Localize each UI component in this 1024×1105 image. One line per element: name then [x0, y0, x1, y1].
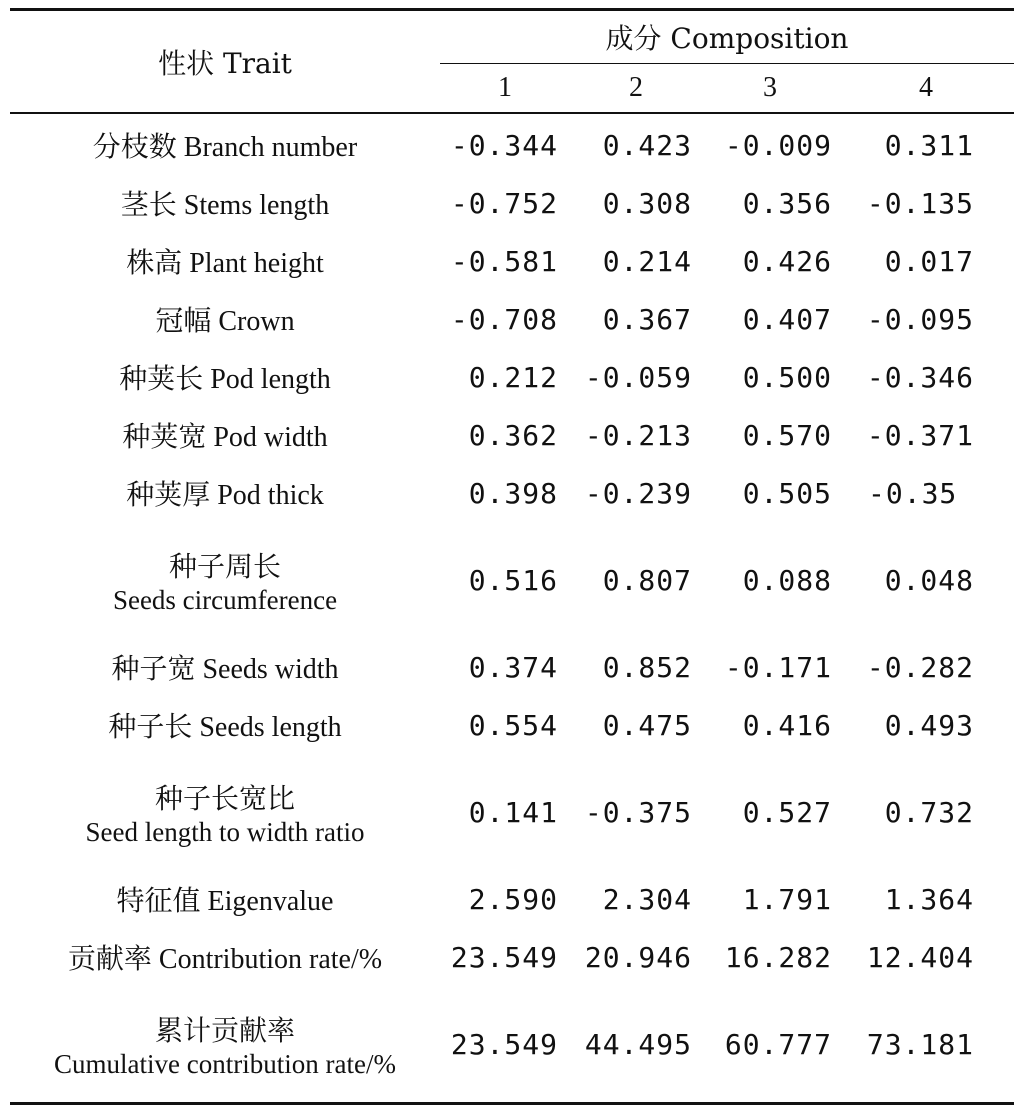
value-cell-component-4: -0.282 [866, 650, 974, 684]
table-row [10, 464, 1014, 522]
trait-label-line2: Cumulative contribution rate/% [54, 1048, 396, 1079]
trait-label-line2: Seed length to width ratio [85, 816, 365, 847]
trait-label: 分枝数 Branch number [92, 132, 358, 163]
trait-cell [10, 348, 440, 406]
value-cell-component-2: 20.946 [584, 940, 692, 974]
pca-loadings-table [10, 8, 1014, 1105]
value-cell-component-3: 0.407 [742, 302, 832, 336]
value-cell-component-2: 0.214 [602, 244, 692, 278]
value-cell-component-4: 0.311 [884, 128, 974, 162]
table-row [10, 174, 1014, 232]
value-cell-component-1: 23.549 [440, 986, 570, 1104]
value-cell-component-1: -0.752 [450, 186, 558, 220]
value-cell-component-2: 0.807 [602, 563, 692, 597]
value-cell-component-3: 0.505 [742, 476, 832, 510]
table-row [10, 870, 1014, 928]
trait-cell [10, 232, 440, 290]
trait-label: 种子周长 [168, 551, 281, 583]
trait-label: 种子长宽比 [154, 783, 295, 815]
value-cell-component-1: -0.581 [450, 244, 558, 278]
value-cell-component-4: 0.048 [884, 563, 974, 597]
table-row [10, 522, 1014, 638]
value-cell-component-1: -0.344 [450, 128, 558, 162]
trait-label: 株高 Plant height [126, 248, 324, 279]
component-header-2: 2 [570, 64, 702, 114]
trait-cell [10, 290, 440, 348]
value-cell-component-3: 0.356 [742, 186, 832, 220]
trait-label: 贡献率 Contribution rate/% [67, 944, 383, 975]
trait-label: 特征值 Eigenvalue [116, 886, 334, 917]
trait-column-header: 性状 Trait [10, 10, 440, 114]
value-cell-component-3: -0.009 [724, 128, 832, 162]
value-cell-component-4: 1.364 [884, 882, 974, 916]
value-cell-component-3: 16.282 [724, 940, 832, 974]
value-cell-component-2: -0.213 [584, 418, 692, 452]
trait-label: 种子宽 Seeds width [111, 654, 339, 685]
table-row [10, 754, 1014, 870]
component-header-1: 1 [440, 64, 570, 114]
value-cell-component-4: 73.181 [838, 986, 1014, 1104]
value-cell-component-4: 0.732 [884, 795, 974, 829]
value-cell-component-1: 0.374 [468, 650, 558, 684]
value-cell-component-4: -0.135 [866, 186, 974, 220]
table-row [10, 113, 1014, 174]
value-cell-component-1: 2.590 [468, 882, 558, 916]
value-cell-component-2: 44.495 [570, 986, 702, 1104]
value-cell-component-4: -0.371 [866, 418, 974, 452]
table-row [10, 986, 1014, 1104]
trait-label: 茎长 Stems length [120, 190, 330, 221]
table-body [10, 113, 1014, 1104]
trait-cell [10, 986, 440, 1104]
value-cell-component-3: 0.500 [742, 360, 832, 394]
value-cell-component-4: 0.017 [884, 244, 974, 278]
trait-cell [10, 113, 440, 174]
trait-label: 冠幅 Crown [155, 306, 295, 337]
trait-cell [10, 638, 440, 696]
table-row [10, 232, 1014, 290]
trait-label: 累计贡献率 [154, 1015, 295, 1047]
trait-cell [10, 870, 440, 928]
value-cell-component-4: 0.493 [884, 708, 974, 742]
value-cell-component-1: 0.212 [468, 360, 558, 394]
trait-label: 种子长 Seeds length [108, 712, 342, 743]
value-cell-component-1: 0.362 [468, 418, 558, 452]
value-cell-component-4: 12.404 [866, 940, 974, 974]
value-cell-component-4: -0.35 [868, 476, 958, 510]
value-cell-component-3: -0.171 [724, 650, 832, 684]
value-cell-component-2: -0.239 [584, 476, 692, 510]
trait-cell [10, 928, 440, 986]
value-cell-component-1: 0.141 [468, 795, 558, 829]
trait-cell [10, 522, 440, 638]
value-cell-component-2: 0.367 [602, 302, 692, 336]
table-row [10, 290, 1014, 348]
value-cell-component-1: 0.516 [468, 563, 558, 597]
value-cell-component-1: -0.708 [450, 302, 558, 336]
component-header-3: 3 [702, 64, 838, 114]
value-cell-component-3: 0.527 [742, 795, 832, 829]
trait-label: 种荚厚 Pod thick [126, 480, 324, 511]
trait-cell [10, 754, 440, 870]
value-cell-component-3: 0.088 [742, 563, 832, 597]
trait-cell [10, 696, 440, 754]
composition-header: 成分 Composition [440, 10, 1014, 64]
trait-label: 种荚宽 Pod width [122, 422, 328, 453]
trait-cell [10, 174, 440, 232]
trait-cell [10, 406, 440, 464]
value-cell-component-2: 0.475 [602, 708, 692, 742]
value-cell-component-1: 0.398 [468, 476, 558, 510]
value-cell-component-3: 60.777 [702, 986, 838, 1104]
trait-label: 种荚长 Pod length [119, 364, 331, 395]
value-cell-component-3: 0.416 [742, 708, 832, 742]
value-cell-component-3: 0.570 [742, 418, 832, 452]
value-cell-component-2: 0.852 [602, 650, 692, 684]
value-cell-component-4: -0.346 [866, 360, 974, 394]
table-row [10, 928, 1014, 986]
value-cell-component-2: 0.423 [602, 128, 692, 162]
value-cell-component-3: 0.426 [742, 244, 832, 278]
value-cell-component-1: 23.549 [450, 940, 558, 974]
value-cell-component-4: -0.095 [866, 302, 974, 336]
value-cell-component-2: -0.059 [584, 360, 692, 394]
table-row [10, 348, 1014, 406]
value-cell-component-3: 1.791 [742, 882, 832, 916]
value-cell-component-2: 2.304 [602, 882, 692, 916]
value-cell-component-1: 0.554 [468, 708, 558, 742]
value-cell-component-2: -0.375 [584, 795, 692, 829]
value-cell-component-2: 0.308 [602, 186, 692, 220]
component-header-4: 4 [838, 64, 1014, 114]
table-row [10, 696, 1014, 754]
trait-label-line2: Seeds circumference [112, 584, 338, 615]
trait-cell [10, 464, 440, 522]
table-row [10, 638, 1014, 696]
table-row [10, 406, 1014, 464]
